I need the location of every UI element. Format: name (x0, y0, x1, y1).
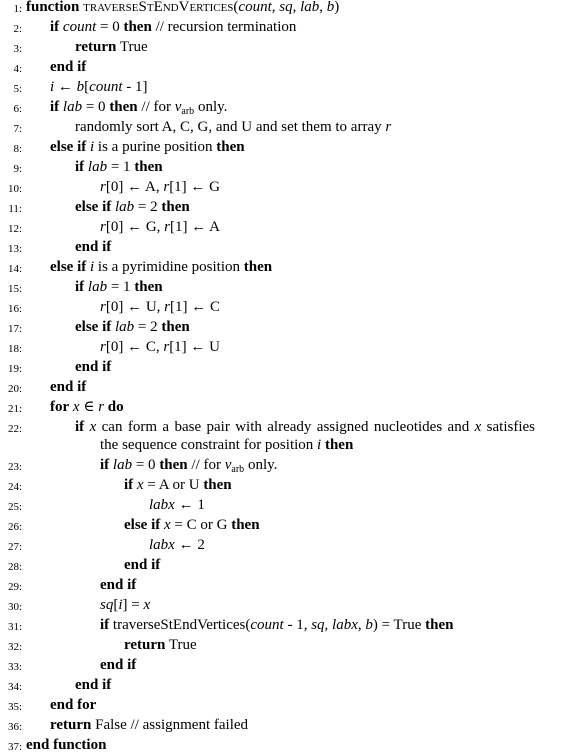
line-number: 19: (7, 363, 22, 375)
line-code: end if (75, 677, 112, 693)
line-number: 15: (7, 283, 22, 295)
algorithm-line (0, 496, 567, 516)
algorithm-line (0, 456, 567, 476)
algorithm-line (0, 556, 567, 576)
line-code: if x can form a base pair with already assigned nucleotides and x satisfies the sequence constraint for position i then (75, 419, 535, 453)
line-code: sq[i] = x (100, 597, 151, 613)
line-number: 8: (13, 143, 22, 155)
algorithm-line (0, 0, 567, 18)
algorithm-line (0, 378, 567, 398)
algorithm-line (0, 118, 567, 138)
algorithm-line (0, 158, 567, 178)
line-number: 2: (13, 23, 22, 35)
line-code: randomly sort A, C, G, and U and set them to array r (75, 119, 392, 135)
line-code: if lab = 0 then // for $v_{arb}$ only. (100, 457, 278, 475)
line-code: return True (75, 39, 148, 55)
line-code: else if lab = 2 then (75, 319, 190, 335)
algorithm-line (0, 418, 567, 453)
line-code: return False // assignment failed (50, 717, 249, 733)
line-code: if lab = 1 then (75, 159, 163, 175)
line-number: 6: (13, 103, 22, 115)
line-code: if lab = 0 then // for $v_{arb}$ only. (50, 99, 228, 117)
algorithm-line (0, 318, 567, 338)
algorithm-line (0, 218, 567, 238)
line-number: 12: (7, 223, 22, 235)
line-number: 27: (7, 541, 22, 553)
line-code: end if (50, 379, 87, 395)
line-number: 9: (13, 163, 22, 175)
line-code: end if (75, 359, 112, 375)
algorithm-line (0, 338, 567, 358)
line-number: 13: (7, 243, 22, 255)
line-number: 34: (7, 681, 22, 693)
line-number: 11: (8, 203, 22, 215)
line-number: 20: (7, 383, 22, 395)
line-code: end for (50, 697, 97, 713)
algorithm-line (0, 616, 567, 636)
line-number: 35: (7, 701, 22, 713)
algorithm-line (0, 536, 567, 556)
line-code: if x = A or U then (124, 477, 232, 493)
line-code: else if x = C or G then (124, 517, 260, 533)
line-number: 16: (7, 303, 22, 315)
algorithm-line (0, 636, 567, 656)
algorithm-line (0, 238, 567, 258)
algorithm-line (0, 58, 567, 78)
line-code: else if i is a purine position then (50, 139, 245, 155)
line-code: for x ∈ r do (50, 399, 124, 415)
algorithm-line (0, 516, 567, 536)
line-number: 1: (13, 3, 22, 15)
line-number: 32: (7, 641, 22, 653)
line-code: end if (75, 239, 112, 255)
line-number: 29: (7, 581, 22, 593)
line-code: labx ← 1 (149, 497, 205, 513)
line-code: labx ← 2 (149, 537, 205, 553)
line-number: 23: (7, 461, 22, 473)
algorithm-line (0, 676, 567, 696)
algorithm-line (0, 576, 567, 596)
line-number: 22: (7, 423, 22, 435)
algorithm-line (0, 98, 567, 118)
algorithm-line (0, 298, 567, 318)
line-number: 36: (7, 721, 22, 733)
algorithm-line (0, 78, 567, 98)
algorithm-line (0, 178, 567, 198)
algorithm-line (0, 736, 567, 756)
algorithm-line (0, 18, 567, 38)
line-number: 24: (7, 481, 22, 493)
algorithm-line (0, 476, 567, 496)
line-number: 25: (7, 501, 22, 513)
line-number: 17: (7, 323, 22, 335)
line-number: 26: (7, 521, 22, 533)
algorithm-line (0, 656, 567, 676)
algorithm-line (0, 596, 567, 616)
line-number: 33: (7, 661, 22, 673)
line-code: function traverseStEndVertices(count, sq, lab, b) (26, 0, 340, 15)
line-code: r[0] ← A, r[1] ← G (100, 179, 221, 195)
line-code: else if i is a pyrimidine position then (50, 259, 273, 275)
line-number: 30: (7, 601, 22, 613)
line-code: else if lab = 2 then (75, 199, 190, 215)
line-code: end function (26, 737, 107, 753)
line-code: end if (100, 657, 137, 673)
line-code: i ← b[count - 1] (50, 79, 148, 95)
algorithm-line (0, 696, 567, 716)
algorithm-line (0, 38, 567, 58)
line-number: 18: (7, 343, 22, 355)
line-number: 10: (7, 183, 22, 195)
line-number: 4: (13, 63, 22, 75)
line-code: r[0] ← G, r[1] ← A (100, 219, 221, 235)
line-number: 21: (7, 403, 22, 415)
line-number: 7: (13, 123, 22, 135)
algorithm-line (0, 258, 567, 278)
line-code: end if (124, 557, 161, 573)
line-code: end if (100, 577, 137, 593)
line-number: 28: (7, 561, 22, 573)
algorithm-line (0, 398, 567, 418)
line-number: 31: (7, 621, 22, 633)
line-code: end if (50, 59, 87, 75)
line-number: 3: (13, 43, 22, 55)
line-code: r[0] ← U, r[1] ← C (100, 299, 221, 315)
algorithm-line (0, 358, 567, 378)
line-number: 37: (7, 741, 22, 753)
line-code: if count = 0 then // recursion termination (50, 19, 297, 35)
line-code: return True (124, 637, 197, 653)
line-code: r[0] ← C, r[1] ← U (100, 339, 221, 355)
line-number: 14: (7, 263, 22, 275)
line-number: 5: (13, 83, 22, 95)
algorithm-line (0, 278, 567, 298)
algorithm-line (0, 198, 567, 218)
line-code: if lab = 1 then (75, 279, 163, 295)
line-code: if traverseStEndVertices(count - 1, sq, labx, b) = True then (100, 617, 454, 633)
algorithm-line (0, 138, 567, 158)
algorithm-line (0, 716, 567, 736)
